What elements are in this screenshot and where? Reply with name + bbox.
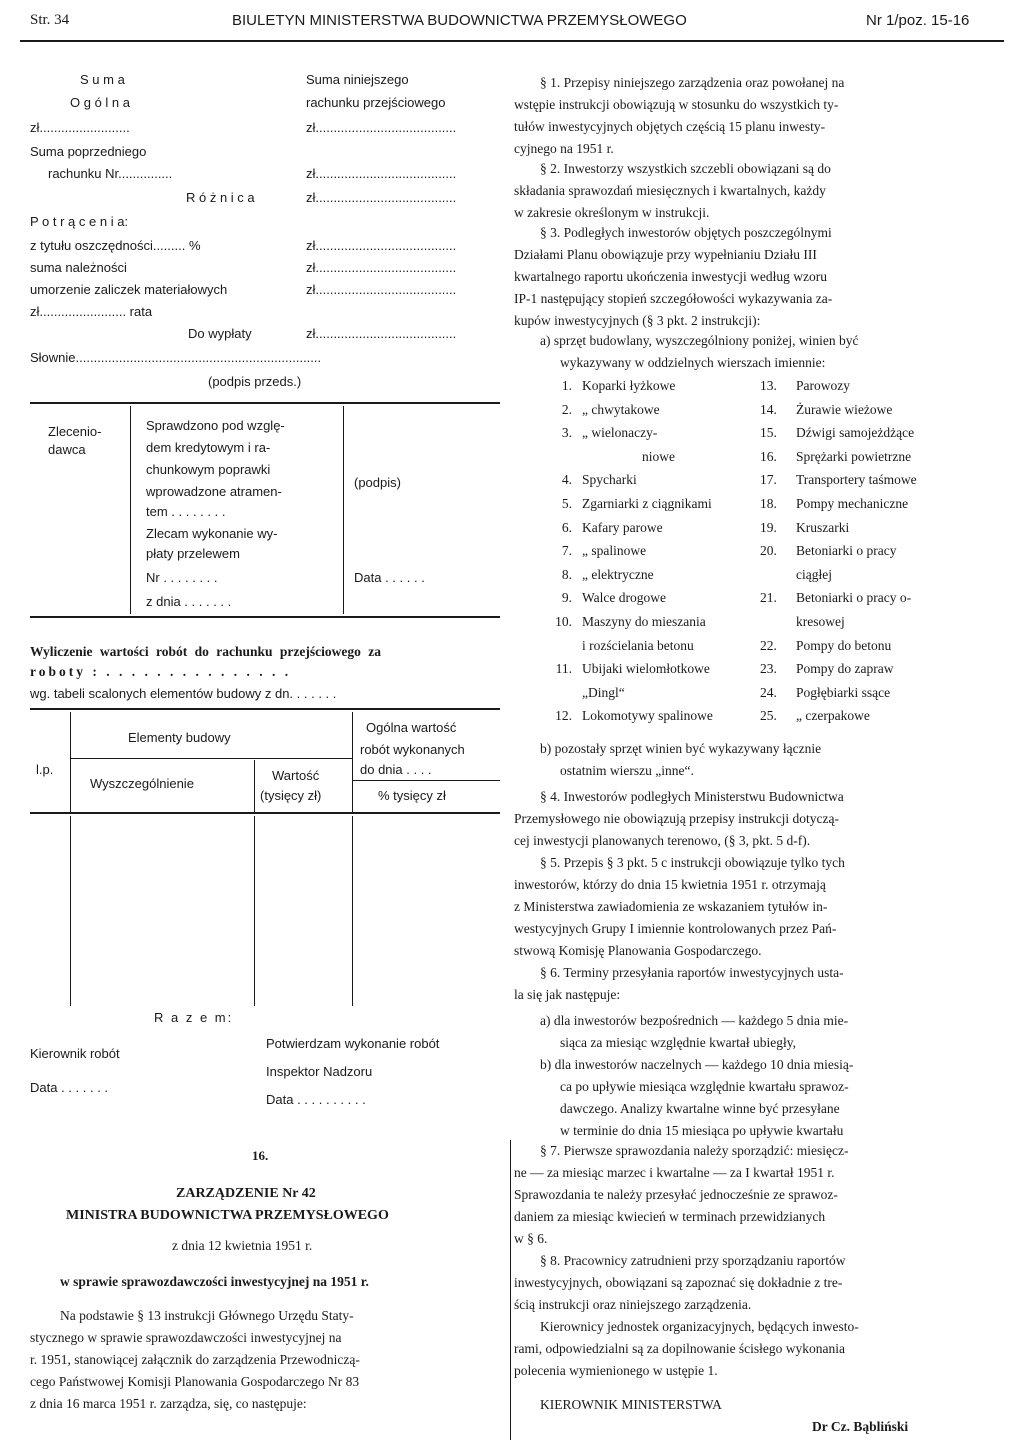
equipment-item: 19. Kruszarki — [760, 519, 850, 535]
equipment-item: 21. Betoniarki o pracy o- — [760, 590, 912, 606]
zleceniodawca-label: dawca — [48, 442, 86, 457]
podpis-przeds-label: (podpis przeds.) — [208, 374, 302, 389]
paragraph-7: § 7. Pierwsze sprawozdania należy sporządzić: miesięcz- ne — za miesiąc marzec i kwartalne — za I kwartał 1951 r. Sprawozdania te należy przesyłać jednocześnie ze sprawoz- daniem za miesiąc kwiecień w terminach przewidzianych w § 6. — [514, 1143, 849, 1246]
paragraph-8: § 8. Pracownicy zatrudnieni przy sporządzaniu raportów inwestycyjnych, obowiązani są zapoznać się dokładnie z tre- ścią instrukcji oraz niniejszego zarządzenia. Kierownicy jednostek organizacyjnych, będących inwesto- rami, odpowiedzialni są za dopilnowanie ścisłego wykonania polecenia wymienionego w ustępie 1. — [514, 1253, 859, 1378]
zlecenie-top-rule — [30, 402, 500, 404]
point-a: a) sprzęt budowlany, wyszczególniony poniżej, winien być wykazywany w oddzielnych wierszach imiennie: — [540, 333, 859, 370]
order-preamble-line: r. 1951, stanowiącej załącznik do zarządzenia Przewodniczą- — [30, 1352, 360, 1367]
point-6b: b) dla inwestorów naczelnych — każdego 10 dnia miesią- ca po upływie miesiąca względnie kwartału sprawoz- dawczego. Analizy kwartalne winne być przesyłane w terminie do dnia 15 miesiąca po upływie kwartału — [540, 1057, 854, 1138]
equipment-item: 17. Transportery taśmowe — [760, 472, 917, 488]
zleceniodawca-label: Zlecenio- — [48, 424, 102, 439]
page-number: Str. 34 — [30, 12, 70, 28]
equipment-item: 18. Pompy mechaniczne — [760, 495, 909, 511]
issue-number: Nr 1/poz. 15-16 — [866, 12, 970, 29]
point-b: b) pozostały sprzęt winien być wykazywany łącznie ostatnim wierszu „inne“. — [540, 741, 822, 778]
equipment-item: ciągłej — [796, 566, 832, 582]
zl-field: zł....................................... — [306, 282, 457, 297]
equipment-item: 3. „ wielonaczy- — [561, 425, 658, 441]
zlecam-line: Zlecam wykonanie wy- — [146, 526, 278, 541]
table-col-divider — [70, 816, 71, 1006]
suma-niniejszego-label: Suma niniejszego — [306, 72, 409, 87]
equipment-item: 7. „ spalinowe — [561, 543, 647, 559]
paragraph-2: § 2. Inwestorzy wszystkich szczebli obowiązani są do składania sprawozdań miesięcznych i kwartalnych, każdy w zakresie określonym w instrukcji. — [514, 161, 831, 220]
kierownik-robot-label: Kierownik robót — [30, 1046, 120, 1061]
table-header-rule — [30, 812, 500, 814]
data-field: Data . . . . . . — [354, 570, 425, 585]
zl-field: zł....................................... — [306, 326, 457, 341]
equipment-item: i rozścielania betonu — [582, 637, 694, 653]
equipment-item: kresowej — [796, 613, 845, 629]
equipment-item: 8. „ elektryczne — [561, 566, 654, 582]
table-col-divider — [70, 712, 71, 812]
equipment-item: „Dingl“ — [582, 684, 625, 700]
do-wyplaty-label: Do wypłaty — [188, 326, 252, 341]
bulletin-title: BIULETYN MINISTERSTWA BUDOWNICTWA PRZEMYSŁOWEGO — [232, 12, 687, 29]
paragraph-1: § 1. Przepisy niniejszego zarządzenia oraz powołanej na wstępie instrukcji obowiązują w stosunku do wszystkich ty- tułów inwestycyjnych objętych częścią 15 planu inwesty- cyjnego na 1951 r. — [514, 75, 845, 156]
equipment-item: 13. Parowozy — [760, 378, 850, 393]
equipment-item: 16. Sprężarki powietrzne — [760, 448, 912, 464]
rachunku-nr-label: rachunku Nr............... — [48, 166, 173, 181]
paragraph-4: § 4. Inwestorów podległych Ministerstwu Budownictwa Przemysłowego nie obowiązują przepisy instrukcji dotyczą- cej inwestycji planowanych terenowo, (§ 3, pkt. 5 d-f). — [514, 789, 844, 848]
equipment-item: 22. Pompy do betonu — [760, 637, 892, 653]
order-subject: w sprawie sprawozdawczości inwestycyjnej na 1951 r. — [60, 1274, 369, 1289]
paragraph-5: § 5. Przepis § 3 pkt. 5 c instrukcji obowiązuje tylko tych inwestorów, którzy do dnia 15 kwietnia 1951 r. otrzymają z Ministerstwa zawiadomienia ze wskazaniem tytułów in- westycyjnych Grupy I imiennie kontrolowanych przez Pań- stwową Komisję Planowania Gospodarczego. — [514, 855, 845, 958]
umorzenie-label: umorzenie zaliczek materiałowych — [30, 282, 228, 297]
equipment-item: 5. Zgarniarki z ciągnikami — [561, 495, 712, 511]
inspektor-label: Inspektor Nadzoru — [266, 1064, 373, 1079]
potwierdzam-label: Potwierdzam wykonanie robót — [266, 1036, 440, 1051]
sprawdzono-line: dem kredytowym i ra- — [146, 440, 271, 455]
equipment-item: 24. Pogłębiarki ssące — [760, 684, 891, 700]
ogolna-label: O g ó l n a — [70, 95, 130, 110]
equipment-item: niowe — [642, 448, 675, 464]
ogolna-inner-rule — [352, 780, 500, 781]
table-col-divider — [352, 816, 353, 1006]
order-preamble-line: Na podstawie § 13 instrukcji Głównego Urzędu Staty- — [60, 1308, 354, 1323]
sprawdzono-line: tem . . . . . . . . — [146, 504, 226, 519]
wyliczenie-tabela: wg. tabeli scalonych elementów budowy z dn. . . . . . . — [30, 686, 337, 701]
nr-field: Nr . . . . . . . . — [146, 570, 218, 585]
sprawdzono-line: chunkowym poprawki — [146, 462, 271, 477]
rachunku-przejsciowego-label: rachunku przejściowego — [306, 95, 446, 110]
order-title: ZARZĄDZENIE Nr 42 — [176, 1186, 316, 1201]
suma-poprzedniego-label: Suma poprzedniego — [30, 144, 147, 159]
zl-field: zł....................................... — [306, 190, 457, 205]
signatory-name: Dr Cz. Bąbliński — [812, 1419, 909, 1434]
table-col-divider — [254, 760, 255, 812]
zlecenie-divider — [130, 406, 131, 614]
table-col-divider — [352, 712, 353, 812]
rata-label: zł........................ rata — [30, 304, 153, 319]
table-top-rule — [30, 708, 500, 710]
sprawdzono-line: wprowadzone atramen- — [146, 484, 282, 499]
data-field: Data . . . . . . . . . . — [266, 1092, 366, 1107]
roznica-label: R ó ż n i c a — [186, 190, 255, 205]
data-field: Data . . . . . . . — [30, 1080, 109, 1095]
ogolna-header: do dnia . . . . — [360, 762, 432, 777]
equipment-item: 6. Kafary parowe — [561, 519, 663, 535]
wyliczenie-roboty: roboty : . . . . . . . . . . . . . . . — [30, 664, 292, 679]
oszczednosci-label: z tytułu oszczędności......... % — [30, 238, 201, 253]
zl-field: zł....................................... — [306, 120, 457, 135]
equipment-list-right — [760, 374, 917, 728]
lp-header: l.p. — [36, 762, 54, 777]
zlecam-line: płaty przelewem — [146, 546, 240, 561]
column-divider — [510, 1140, 511, 1440]
header-rule — [20, 40, 1004, 42]
equipment-item: 1. Koparki łyżkowe — [561, 378, 676, 393]
procent-header: % tysięcy zł — [378, 788, 446, 803]
ogolna-header: Ogólna wartość — [366, 720, 457, 735]
signatory-title: KIEROWNIK MINISTERSTWA — [540, 1397, 722, 1412]
zl-field: zł....................................... — [306, 238, 457, 253]
wyszczegolnienie-header: Wyszczególnienie — [90, 776, 194, 791]
razem-label: R a z e m: — [154, 1010, 234, 1025]
potracenia-label: P o t r ą c e n i a: — [30, 214, 129, 229]
wyliczenie-heading: Wyliczenie wartości robót do rachunku przejściowego za — [30, 644, 381, 659]
zl-field: zł....................................... — [306, 260, 457, 275]
zlecenie-bottom-rule — [30, 616, 500, 618]
wartosc-unit-header: (tysięcy zł) — [260, 788, 322, 803]
ogolna-header: robót wykonanych — [360, 742, 465, 757]
equipment-item: 12. Lokomotywy spalinowe — [555, 708, 713, 724]
equipment-item: 10. Maszyny do mieszania — [555, 613, 706, 629]
table-col-divider — [254, 816, 255, 1006]
wartosc-header: Wartość — [272, 768, 320, 783]
paragraph-6: § 6. Terminy przesyłania raportów inwestycyjnych usta- la się jak następuje: — [514, 965, 844, 1002]
equipment-item: 15. Dźwigi samojeżdżące — [760, 425, 915, 441]
z-dnia-field: z dnia . . . . . . . — [146, 594, 232, 609]
equipment-item: 9. Walce drogowe — [561, 590, 666, 606]
suma-label: S u m a — [80, 72, 125, 87]
equipment-item: 23. Pompy do zapraw — [760, 661, 894, 677]
elementy-budowy-header: Elementy budowy — [128, 730, 231, 745]
table-inner-rule — [70, 758, 352, 759]
equipment-item: 2. „ chwytakowe — [561, 401, 660, 417]
equipment-item: 25. „ czerpakowe — [760, 708, 870, 724]
slownie-label: Słownie.................................................................... — [30, 350, 322, 365]
suma-naleznosci-label: suma należności — [30, 260, 127, 275]
order-preamble-line: z dnia 16 marca 1951 r. zarządza, się, co następuje: — [30, 1396, 307, 1411]
zlecenie-divider — [343, 406, 344, 614]
order-preamble-line: stycznego w sprawie sprawozdawczości inwestycyjnej na — [30, 1330, 342, 1345]
podpis-label: (podpis) — [354, 475, 401, 490]
paragraph-3: § 3. Podległych inwestorów objętych poszczególnymi Działami Planu obowiązuje przy wypełnianiu Działu III kwartalnego raportu ukończenia inwestycji według wzoru IP-1 następujący stopień szczegółowości wykazywania za- kupów inwestycyjnych (§ 3 pkt. 2 instrukcji): — [514, 225, 833, 328]
sprawdzono-line: Sprawdzono pod wzglę- — [146, 418, 285, 433]
zl-field: zł....................................... — [306, 166, 457, 181]
equipment-item: 4. Spycharki — [561, 472, 637, 488]
order-title: MINISTRA BUDOWNICTWA PRZEMYSŁOWEGO — [66, 1208, 389, 1223]
order-date: z dnia 12 kwietnia 1951 r. — [172, 1238, 313, 1253]
order-preamble-line: cego Państwowej Komisji Planowania Gospodarczego Nr 83 — [30, 1374, 360, 1389]
equipment-list-left — [536, 374, 713, 728]
point-6a: a) dla inwestorów bezpośrednich — każdego 5 dnia mie- siąca za miesiąc względnie kwartał ubiegły, — [540, 1013, 849, 1050]
zl-field: zł......................... — [30, 120, 130, 135]
equipment-item: 20. Betoniarki o pracy — [760, 543, 897, 559]
equipment-item: 14. Żurawie wieżowe — [760, 401, 893, 417]
equipment-item: 11. Ubijaki wielomłotkowe — [555, 661, 710, 677]
order-number: 16. — [252, 1148, 269, 1163]
